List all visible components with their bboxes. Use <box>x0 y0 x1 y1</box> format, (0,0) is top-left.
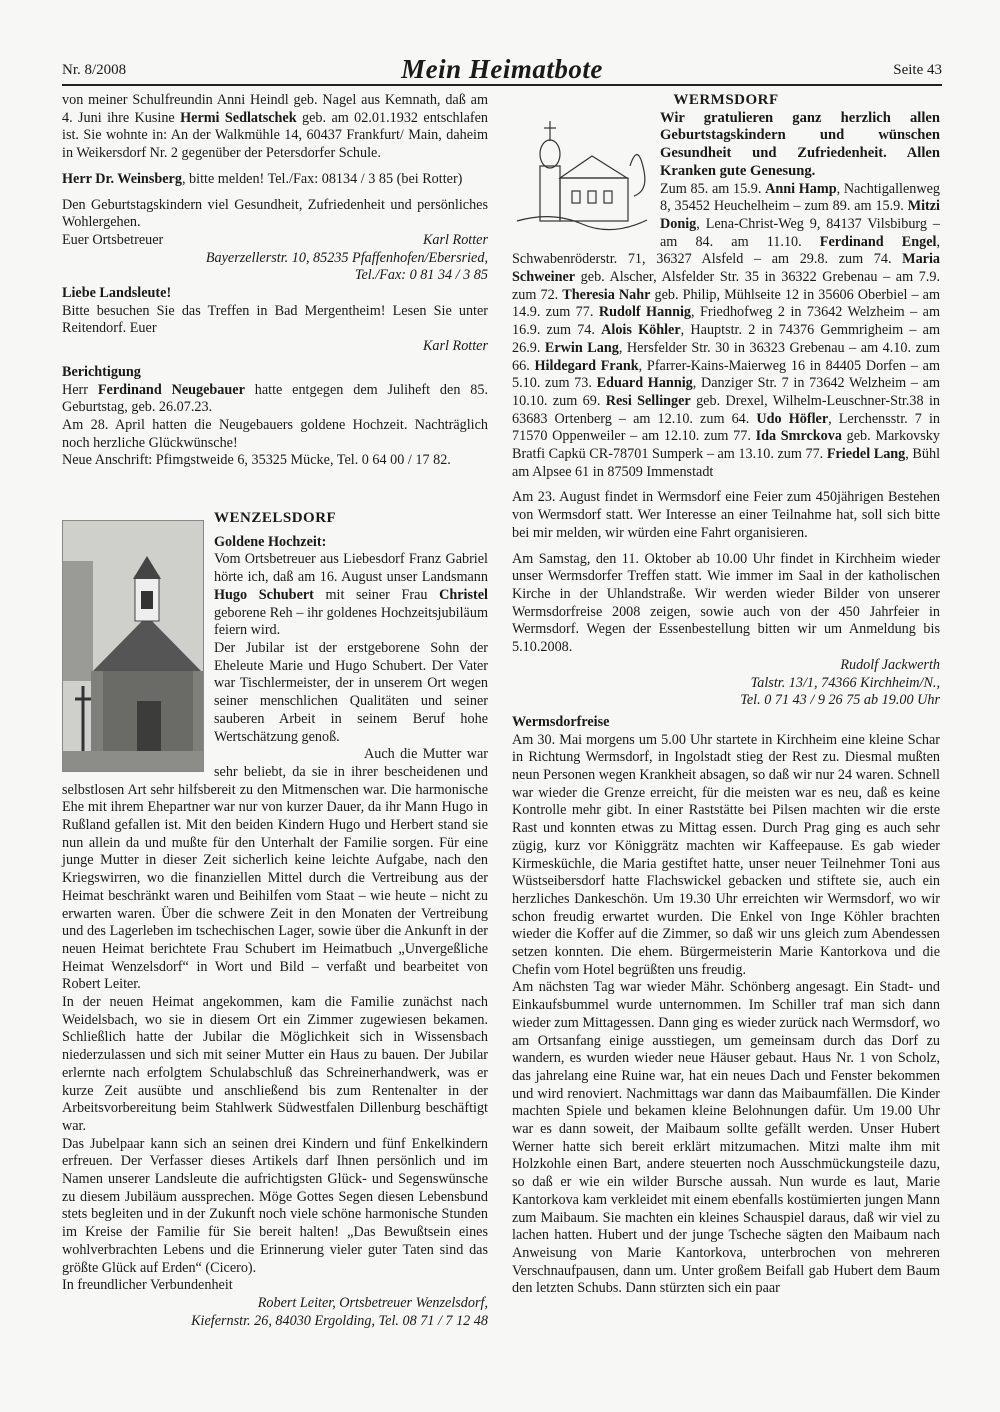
greeting-row: Euer Ortsbetreuer Karl Rotter <box>62 231 488 248</box>
weinsberg-notice: Herr Dr. Weinsberg, bitte melden! Tel./Fax: 08134 / 3 85 (bei Rotter) <box>62 170 463 187</box>
rotter-address-1: Bayerzellerstr. 10, 85235 Pfaffenhofen/Ebersried, <box>205 249 488 266</box>
page-header <box>62 54 942 86</box>
chapel-photo <box>62 520 204 772</box>
issue-number: Nr. 8/2008 <box>62 62 127 78</box>
page-number: Seite 43 <box>893 62 942 78</box>
wenzelsdorf-p1: Vom Ortsbetreuer aus Liebesdorf Franz Gabriel hörte ich, daß am 16. August unser Landsmann Hugo Schubert mit seiner Frau Christel geborene Reh – ihr goldenes Hochzeitsjubiläum feiern wird. <box>214 551 488 639</box>
wenzelsdorf-p4: In der neuen Heimat angekommen, kam die Familie zunächst nach Weidelsbach, wo sie in diesem Ort ein Zimmer zugewiesen bekamen. Schließlich hatte der Jubilar die Möglichkeit sich in Wissensbach niederzulassen und sich mit seiner Mutter ein Haus zu bauen. Der Jubilar erlernte nach erfolgtem Schulabschluß das Schreinerhandwerk, was er kurze Zeit ausübte und anschließend bis zum Rentenalter in der Arbeitsvorbereitung beim Stahlwerk Südwestfalen Dillenburg beschäftigt war. <box>62 994 488 1134</box>
landsleute-heading: Liebe Landsleute! <box>62 285 172 302</box>
treffen-text: Am Samstag, den 11. Oktober ab 10.00 Uhr findet in Kirchheim wieder unser Wermsdorfer Treffen statt. Wie immer im Saal in der katholischen Kirche in der Uhlandstraße. Wir werden wieder Bilder von unserer Wermsdorfreise 2008 zeigen, sowie auch von der 450 Jahrfeier in Wermsdorf. Wegen der Essenbestellung bitten wir um Anmeldung bis 5.10.2008. <box>512 550 940 656</box>
landsleute-text: Bitte besuchen Sie das Treffen in Bad Mergentheim! Lesen Sie unter Reitendorf. Euer <box>62 302 488 337</box>
wermsdorf-heading: WERMSDORF <box>673 92 779 108</box>
wenzelsdorf-p5: Das Jubelpaar kann sich an seinen drei Kindern und fünf Enkelkindern erfreuen. Der Verfasser dieses Artikels darf Ihnen persönlich und im Namen unserer Landsleute die aufrichtigsten Glück- und Segenswünsche zu diesem Jubiläum aussprechen. Möge Gottes Segen diesen Lebensbund stets begleiten und in der Zukunft noch viele schöne harmonische Stunden im Kreise der Familie für Sie bereit halten! „Das Bewußtsein eines wohlverbrachten Lebens und die Erinnerung vieler guter Taten sind das größte Glück auf Erden“ (Cicero). <box>62 1135 488 1276</box>
leiter-signature: Robert Leiter, Ortsbetreuer Wenzelsdorf, <box>257 1295 488 1311</box>
closing-text: In freundlicher Verbundenheit <box>62 1277 233 1294</box>
rotter-address-2: Tel./Fax: 0 81 34 / 3 85 <box>354 267 488 284</box>
wishes-text: Den Geburtstagskindern viel Gesundheit, Zufriedenheit und persönliches Wohlergehen. <box>62 196 488 231</box>
berichtigung-text: Herr Ferdinand Neugebauer hatte entgegen dem Juliheft den 85. Geburtstag, geb. 26.07.23. <box>62 381 488 416</box>
intro-paragraph: von meiner Schulfreundin Anni Heindl geb. Nagel aus Kemnath, daß am 4. Juni ihre Kusine Hermi Sedlatschek geb. am 02.01.1932 entschlafen ist. Sie wohnte in: An der Walkmühle 14, 60437 Frankfurt/ Main, daheim in Weikersdorf Nr. 2 gegenüber der Petersdorfer Schule. <box>62 92 488 162</box>
wenzelsdorf-heading: WENZELSDORF <box>214 510 337 527</box>
congrats-text: Wir gratulieren ganz herzlich allen Geburtstagskindern und wünschen Gesundheit und Zufriedenheit. Allen Kranken gute Genesung. <box>660 109 940 179</box>
masthead-title: Mein Heimatbote <box>401 54 603 84</box>
wenzelsdorf-p3: Auch die Mutter war sehr beliebt, da sie in ihrer bescheidenen und selbstlosen Art sehr hilfsbereit zu den Mitmenschen war. Die harmonische Ehe mit ihrem Ehepartner war nur von kurzer Dauer, da ihr Mann Hugo in Rußland gefallen ist. Mit den beiden Kindern Hugo und Herbert stand sie nun allein da und mußte für den Unterhalt der Familie sorgen. Für eine junge Mutter in dieser Zeit sicherlich keine leichte Aufgabe, nach den Kriegswirren, wo die finanziellen Mittel durch die Vertreibung aus der Heimat beschränkt waren und Beihilfen vom Staat – wie heute – nicht zu erwarten waren. Über die schwere Zeit in den Monaten der Vertreibung und des Lagerleben im tschechischen Lager, sowie über die Ankunft in der neuen Heimat berichtete Frau Schubert im Heimatbuch „Unvergeßliche Heimat Wenzelsdorf“ in Wort und Bild – verfaßt und bearbeitet von Robert Leiter. <box>62 746 488 993</box>
left-column <box>62 92 488 1330</box>
jackwerth-address-1: Talstr. 13/1, 74366 Kirchheim/N., <box>750 674 940 691</box>
feier-text: Am 23. August findet in Wermsdorf eine Feier zum 450jährigen Bestehen von Wermsdorf statt. Wer Interesse an einer Teilnahme hat, soll sich bitte bei mir melden, wir würden eine Fahrt organisieren. <box>512 489 940 541</box>
right-column <box>512 92 940 1298</box>
berichtigung-heading: Berichtigung <box>62 363 141 380</box>
new-address: Neue Anschrift: Pfimgstweide 6, 35325 Mücke, Tel. 0 64 00 / 17 82. <box>62 452 451 469</box>
jackwerth-signature: Rudolf Jackwerth <box>840 656 940 673</box>
church-drawing <box>512 116 652 236</box>
landsleute-sign-row: Karl Rotter <box>422 338 488 355</box>
hochzeit-note: Am 28. April hatten die Neugebauers goldene Hochzeit. Nachträglich noch herzliche Glückwünsche! <box>62 416 488 451</box>
leiter-address: Kiefernstr. 26, 84030 Ergolding, Tel. 08 71 / 7 12 48 <box>191 1312 488 1329</box>
wermsdorfreise-heading: Wermsdorfreise <box>512 713 610 730</box>
wermsdorfreise-p2: Am nächsten Tag war wieder Mähr. Schönberg angesagt. Ein Stadt- und Einkaufsbummel wurde unternommen. Im Schiller traf man sich dann wieder zum Mittagessen. Dann ging es wieder zurück nach Wermsdorf, wo am Ortsanfang einige ausstiegen, um gemeinsam durch das Dorf zu wandern, es wurden wieder neue Häuser gebaut. Haus Nr. 1 von Scholz, das jahrelang eine Ruine war, hat ein neues Dach und Fenster bekommen und wird renoviert. Nachmittags war dann das Maibaumfällen. Die Kinder machten Spiele und bekamen kleine Belohnungen dafür. Um 19.00 Uhr war es dann soweit, der Maibaum sollte gefällt werden. Unser Hubert Werner hatte sich bereit erklärt mitzumachen. Mitzi malte ihm mit Holzkohle einen Bart, andere steuerten noch Ausschmückungsteile dazu, so daß er wie ein wilder Bursche aussah. Nun wurde es laut, Marie Kantorkova kam verkleidet mit einem ebenfalls kostümierten jungen Mann zum Maibaum. Sie machten ein kleines Schauspiel daraus, daß wir viel zu lachen hatten. Hubert und der junge Tscheche sägten den Maibaum nach Anweisung von Marie Kantorkova, unterbrochen von mehreren Verschnaufpausen, dann um. Unter großem Beifall gab Hubert dem Baum den letzten Schubs. Dann stürzten sich ein paar <box>512 979 940 1297</box>
birthday-list: Zum 85. am 15.9. Anni Hamp, Nachtigallenweg 8, 35452 Heuchelheim – zum 89. am 15.9. Mitzi Donig, Lena-Christ-Weg 9, 84137 Vilsbiburg – am 84. am 11.10. Ferdinand Engel, Schwabenröderstr. 71, 36327 Alsfeld – am 29.8. zum 74. Maria Schweiner geb. Alscher, Alsfelder Str. 35 in 36322 Grebenau – am 7.9. zum 72. Theresia Nahr geb. Philip, Mühlseite 12 in 35606 Oberbiel – am 14.9. zum 77. Rudolf Hannig, Friedhofweg 2 in 73642 Welzheim – am 16.9. zum 74. Alois Köhler, Hauptstr. 2 in 74376 Gemmrigheim – am 26.9. Erwin Lang, Hersfelder Str. 30 in 36323 Grebenau – am 4.10. zum 66. Hildegard Frank, Pfarrer-Kains-Maierweg 16 in 84405 Dorfen – am 5.10. zum 73. Eduard Hannig, Danziger Str. 7 in 73642 Welzheim – am 10.10. zum 69. Resi Sellinger geb. Drexel, Wilhelm-Leuschner-Str.38 in 63683 Ortenberg – am 12.10. zum 64. Udo Höfler, Lerchensstr. 7 in 71570 Oppenweiler – am 12.10. zum 77. Ida Smrckova geb. Markovsky Bratfi Capkü CR-78701 Sumperk – am 13.10. zum 77. Friedel Lang, Bühl am Alpsee 61 in 87509 Immenstadt <box>512 180 941 480</box>
goldene-hochzeit-heading: Goldene Hochzeit: <box>214 533 327 550</box>
jackwerth-address-2: Tel. 0 71 43 / 9 26 75 ab 19.00 Uhr <box>740 692 940 709</box>
wermsdorfreise-p1: Am 30. Mai morgens um 5.00 Uhr startete in Kirchheim eine kleine Schar in Richtung Wermsdorf, in Ingolstadt stieg der Rest zu. Diesmal mußten neun Personen wegen Krankheit absagen, so daß wir nur 24 waren. Schnell war wieder die Grenze erreicht, für die meisten war es neu, daß es keine Kontrolle mehr gibt. In einer Raststätte bei Pilsen machten wir die erste Rast und konnten etwas zu Mittag essen. Durch Prag ging es auch sehr zügig, kurz vor Königgrätz machten wir Kaffeepause. Es gab wieder Kirmesküchle, die Maria gestiftet hatte, unser neuer Teilnehmer Toni aus Wüstseibersdorf hatte Flachswickel gebacken und stiftete sie, auch ein herzliches Dankeschön. Um 19.30 Uhr erreichten wir Wermsdorf, wo wir schon freudig erwartet wurden. Die Enkel von Inge Köhler brachten wieder die Koffer auf die Zimmer, so daß wir uns gleich zum Abendessen setzen konnten. Die ehem. Bürgermeisterin Marie Kantorkova und die Chefin vom Hotel begrüßten uns freudig. <box>512 731 940 978</box>
wenzelsdorf-p2: Der Jubilar ist der erstgeborene Sohn der Eheleute Marie und Hugo Schubert. Der Vater war Tischlermeister, der in unserem Ort wegen seiner menschlichen Qualitäten und seiner sauberen Arbeit in seinem Beruf hohe Wertschätzung genoß. <box>214 639 488 745</box>
